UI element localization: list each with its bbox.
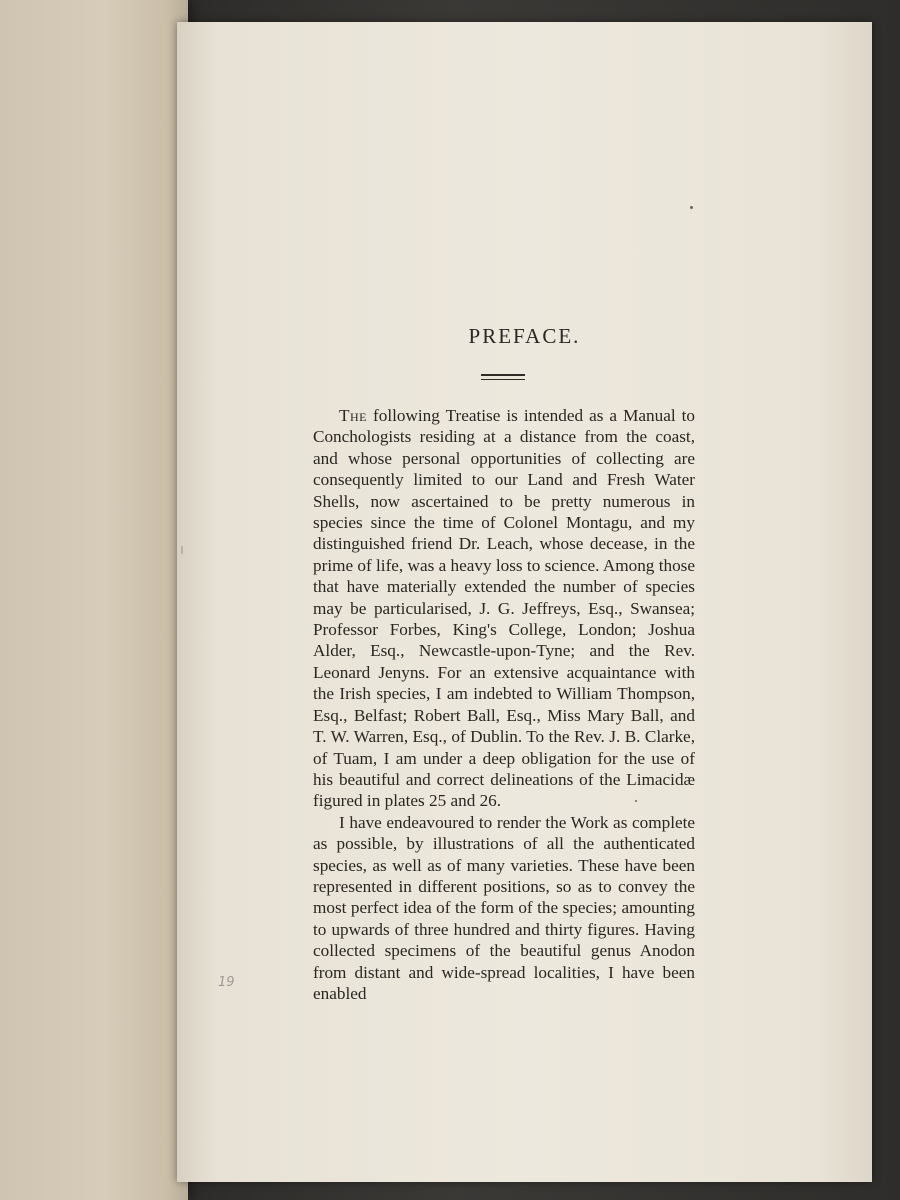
page-speck xyxy=(690,206,693,209)
paragraph-body: following Treatise is intended as a Manual to Conchologists residing at a distance from the coast, and whose personal opportunities of collecting are consequently limited to our Land and Fresh Water Shells, now ascertained to be pretty numerous in species since the time of Colonel Montagu, and my distinguished friend Dr. Leach, whose decease, in the prime of life, was a heavy loss to science. Among those that have materially extended the number of species may be particularised, J. G. Jeffreys, Esq., Swansea; Professor Forbes, King's College, London; Joshua Alder, Esq., Newcastle-upon-Tyne; and the Rev. Leonard Jenyns. For an extensive acquaintance with the Irish species, I am indebted to William Thompson, Esq., Belfast; Robert Ball, Esq., Miss Mary Ball, and T. W. Warren, Esq., of Dublin. To the Rev. J. B. Clarke, of Tuam, I am under a deep obligation for the use of his beautiful and correct delineations of the Limacidæ figured in plates 25 and 26. xyxy=(313,406,695,811)
page-speck xyxy=(635,800,637,802)
page-mark xyxy=(181,546,183,554)
paragraph-lead-word: The xyxy=(339,406,367,425)
paragraph-1 xyxy=(313,405,695,812)
page-title: PREFACE. xyxy=(468,324,581,348)
book-page xyxy=(177,22,872,1182)
paragraph-body: I have endeavoured to render the Work as complete as possible, by illustrations of all the authenticated species, as well as of many varieties. These have been represented in different positions, so as to convey the most perfect idea of the form of the species; amounting to upwards of three hundred and thirty figures. Having collected specimens of the beautiful genus Anodon from distant and wide-spread localities, I have been enabled xyxy=(313,812,695,1003)
pencil-note: 19 xyxy=(218,975,235,990)
left-page-edge xyxy=(0,0,188,1200)
preface-text xyxy=(313,405,695,1004)
title-rule xyxy=(481,374,525,380)
paragraph-2 xyxy=(313,812,695,1005)
